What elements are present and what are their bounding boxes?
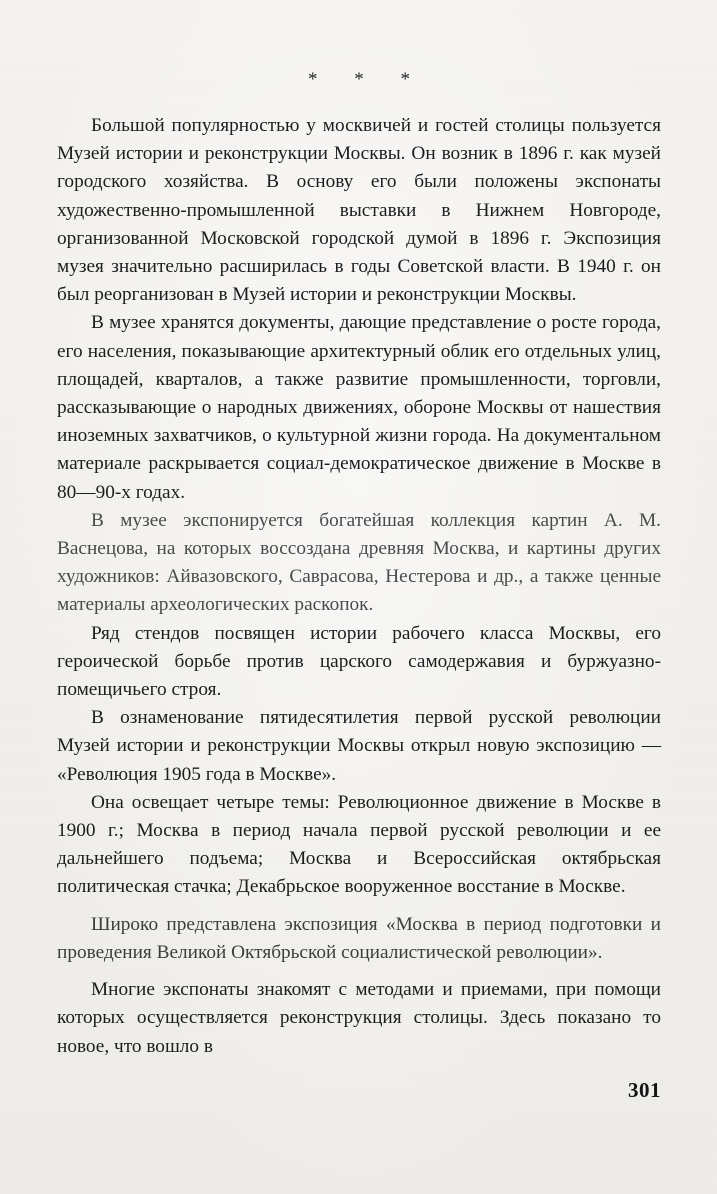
paragraph-1: Большой популярностью у москвичей и гостей столицы пользуется Музей истории и реконструкции Москвы. Он возник в 1896 г. как музей городского хозяйства. В основу его были положены экспонаты художественно-промышленной выставки в Нижнем Новгороде, организованной Московской городской думой в 1896 г. Экспозиция музея значительно расширилась в годы Советской власти. В 1940 г. он был реорганизован в Музей истории и реконструкции Москвы. — [57, 115, 661, 306]
paragraph-6: Она освещает четыре темы: Революционное движение в Москве в 1900 г.; Москва в период начала первой русской революции и ее дальнейшего подъема; Москва и Всероссийская октябрьская политическая стачка; Декабрьское вооруженное восстание в Москве. — [57, 791, 661, 898]
paragraph-5: В ознаменование пятидесятилетия первой русской революции Музей истории и реконструкции Москвы открыл новую экспозицию — «Революция 1905 года в Москве». — [57, 707, 661, 785]
paragraph-3: В музее экспонируется богатейшая коллекция картин А. М. Васнецова, на которых воссоздана древняя Москва, и картины других художников: Айвазовского, Саврасова, Нестерова и др., а также ценные материалы археологических раскопок. — [57, 509, 661, 616]
paragraph-8: Многие экспонаты знакомят с методами и приемами, при помощи которых осуществляется реконструкция столицы. Здесь показано то новое, что вошло в — [57, 979, 661, 1057]
section-separator: * * * — [308, 69, 426, 90]
paragraph-7: Широко представлена экспозиция «Москва в период подготовки и проведения Великой Октябрьской социалистической революции». — [57, 913, 661, 963]
paragraph-2: В музее хранятся документы, дающие представление о росте города, его населения, показывающие архитектурный облик его отдельных улиц, площадей, кварталов, а также развитие промышленности, торговли, рассказывающие о народных движениях, обороне Москвы от нашествия иноземных захватчиков, о культурной жизни города. На документальном материале раскрывается социал-демократическое движение в Москве в 80—90-х годах. — [57, 312, 661, 503]
page-number: 301 — [628, 1078, 661, 1102]
paragraph-4: Ряд стендов посвящен истории рабочего класса Москвы, его героической борьбе против царского самодержавия и буржуазно-помещичьего строя. — [57, 622, 661, 701]
text-column — [57, 70, 661, 1061]
